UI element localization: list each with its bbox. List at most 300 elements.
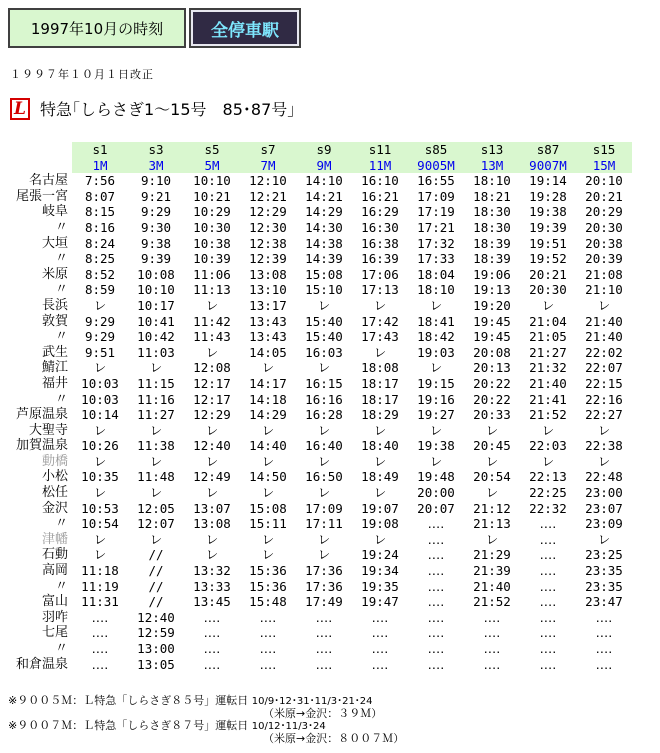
- time-cell: 9:51: [84, 344, 116, 360]
- time-cell: ‥‥: [91, 656, 109, 672]
- note-sub: （米原→金沢：８００７Ｍ）: [263, 732, 405, 745]
- time-cell: 23:00: [585, 485, 623, 501]
- time-cell: レ: [149, 453, 163, 469]
- time-cell: 19:51: [529, 235, 567, 251]
- time-cell: レ: [485, 485, 499, 501]
- time-cell: 13:43: [249, 313, 287, 329]
- time-cell: 22:16: [585, 391, 623, 407]
- time-cell: 20:39: [585, 251, 623, 267]
- time-cell: ‥‥: [595, 625, 613, 641]
- time-cell: 12:08: [193, 360, 231, 376]
- train-name: s11: [352, 142, 408, 158]
- time-cell: 12:07: [137, 516, 175, 532]
- station-name: 米原: [41, 266, 68, 282]
- time-cell: 20:30: [529, 282, 567, 298]
- time-cell: 21:40: [585, 313, 623, 329]
- l-express-logo-icon: L: [10, 98, 30, 120]
- time-cell: 8:59: [84, 282, 116, 298]
- time-cell: ‥‥: [427, 578, 445, 594]
- station-name: 七尾: [41, 625, 68, 641]
- time-cell: 16:40: [305, 438, 343, 454]
- table-row: [8, 220, 632, 236]
- station-name: 〃: [54, 329, 68, 345]
- time-cell: 12:29: [193, 407, 231, 423]
- table-row: [8, 189, 632, 205]
- time-cell: レ: [317, 531, 331, 547]
- time-cell: 22:38: [585, 438, 623, 454]
- time-cell: 19:13: [473, 282, 511, 298]
- station-name: 芦原温泉: [15, 407, 68, 423]
- time-cell: ‥‥: [595, 609, 613, 625]
- time-cell: 20:30: [585, 219, 623, 235]
- table-row: [8, 610, 632, 626]
- station-name: 名古屋: [28, 173, 68, 189]
- time-cell: 21:40: [529, 375, 567, 391]
- time-cell: 19:27: [417, 407, 455, 423]
- station-name: 和倉温泉: [15, 656, 68, 672]
- table-row: [8, 625, 632, 641]
- time-cell: レ: [429, 422, 443, 438]
- time-cell: 18:17: [361, 391, 399, 407]
- time-cell: 16:28: [305, 407, 343, 423]
- time-cell: レ: [261, 422, 275, 438]
- table-row: [8, 392, 632, 408]
- time-cell: ‥‥: [427, 641, 445, 656]
- time-cell: 17:13: [361, 282, 399, 298]
- time-cell: レ: [317, 360, 331, 376]
- time-cell: ‥‥: [483, 656, 501, 672]
- time-cell: 8:25: [84, 251, 116, 267]
- time-cell: レ: [541, 453, 555, 469]
- table-row: [8, 641, 632, 657]
- time-cell: 19:39: [529, 219, 567, 235]
- time-cell: 14:21: [305, 188, 343, 204]
- time-cell: 20:21: [529, 266, 567, 282]
- time-cell: 11:31: [81, 594, 119, 610]
- time-cell: ‥‥: [539, 656, 557, 672]
- time-cell: 12:40: [193, 438, 231, 454]
- time-cell: レ: [317, 453, 331, 469]
- time-cell: レ: [597, 422, 611, 438]
- time-cell: 11:38: [137, 438, 175, 454]
- note-sub: （米原→金沢：３９Ｍ）: [263, 707, 383, 720]
- time-cell: 13:05: [137, 656, 175, 672]
- time-cell: ‥‥: [91, 609, 109, 625]
- time-cell: 23:47: [585, 594, 623, 610]
- station-name: 鯖江: [41, 360, 68, 376]
- time-cell: レ: [205, 547, 219, 563]
- time-cell: ‥‥: [539, 563, 557, 579]
- time-cell: ‥‥: [427, 516, 445, 532]
- time-cell: 19:28: [529, 188, 567, 204]
- train-name: s3: [128, 142, 184, 158]
- time-cell: 12:21: [249, 188, 287, 204]
- time-cell: 16:15: [305, 375, 343, 391]
- time-cell: レ: [205, 344, 219, 360]
- timetable-body: [8, 173, 632, 672]
- time-cell: 15:36: [249, 578, 287, 594]
- time-cell: ‥‥: [427, 594, 445, 610]
- time-cell: 10:35: [81, 469, 119, 485]
- station-name: 動橋: [41, 453, 68, 469]
- time-cell: ‥‥: [371, 609, 389, 625]
- time-cell: 14:17: [249, 375, 287, 391]
- time-cell: 22:32: [529, 500, 567, 516]
- time-cell: 19:06: [473, 266, 511, 282]
- train-name-row: [8, 142, 632, 158]
- table-row: [8, 469, 632, 485]
- page-title: 特急｢しらさぎ1～15号 85･87号｣: [40, 100, 296, 119]
- time-cell: 8:24: [84, 235, 116, 251]
- time-cell: レ: [93, 547, 107, 563]
- time-cell: 10:54: [81, 516, 119, 532]
- time-cell: 13:17: [249, 297, 287, 313]
- time-cell: 14:30: [305, 219, 343, 235]
- time-cell: 18:04: [417, 266, 455, 282]
- station-name: 金沢: [41, 500, 68, 516]
- time-cell: 16:10: [361, 173, 399, 189]
- time-cell: 20:22: [473, 391, 511, 407]
- table-row: [8, 204, 632, 220]
- time-cell: 10:26: [81, 438, 119, 454]
- time-cell: 13:33: [193, 578, 231, 594]
- time-cell: レ: [93, 422, 107, 438]
- time-cell: 23:35: [585, 578, 623, 594]
- time-cell: レ: [317, 547, 331, 563]
- time-cell: 19:03: [417, 344, 455, 360]
- table-row: [8, 501, 632, 517]
- time-cell: レ: [205, 422, 219, 438]
- train-number-link[interactable]: 13M: [464, 158, 520, 174]
- time-cell: 18:08: [361, 360, 399, 376]
- station-name: 敦賀: [41, 313, 68, 329]
- time-cell: 20:13: [473, 360, 511, 376]
- time-cell: 16:55: [417, 173, 455, 189]
- time-cell: 11:16: [137, 391, 175, 407]
- time-cell: 17:11: [305, 516, 343, 532]
- time-cell: 12:10: [249, 173, 287, 189]
- time-cell: 21:05: [529, 329, 567, 345]
- station-name: 〃: [54, 391, 68, 407]
- time-cell: 19:24: [361, 547, 399, 563]
- train-name: s7: [240, 142, 296, 158]
- time-cell: 15:08: [305, 266, 343, 282]
- table-row: [8, 516, 632, 532]
- time-cell: 10:41: [137, 313, 175, 329]
- table-row: [8, 454, 632, 470]
- time-cell: レ: [597, 453, 611, 469]
- time-cell: 14:29: [305, 204, 343, 220]
- time-cell: レ: [317, 485, 331, 501]
- time-cell: 14:18: [249, 391, 287, 407]
- time-cell: 11:03: [137, 344, 175, 360]
- time-cell: ‥‥: [315, 641, 333, 656]
- time-cell: レ: [149, 422, 163, 438]
- table-row: [8, 438, 632, 454]
- time-cell: 11:15: [137, 375, 175, 391]
- station-name: 武生: [41, 344, 68, 360]
- table-row: [8, 173, 632, 189]
- time-cell: 17:09: [305, 500, 343, 516]
- all-stations-button[interactable]: 全停車駅: [189, 8, 301, 48]
- time-cell: 21:29: [473, 547, 511, 563]
- time-cell: 16:38: [361, 235, 399, 251]
- time-cell: 21:04: [529, 313, 567, 329]
- train-number-link[interactable]: 7M: [240, 158, 296, 174]
- time-cell: ‥‥: [539, 641, 557, 656]
- train-number-link[interactable]: 11M: [352, 158, 408, 174]
- train-number-link[interactable]: 3M: [128, 158, 184, 174]
- time-cell: 20:00: [417, 485, 455, 501]
- title-row: [10, 97, 295, 120]
- table-row: [8, 657, 632, 673]
- time-cell: ‥‥: [315, 625, 333, 641]
- table-row: [8, 251, 632, 267]
- time-cell: ‥‥: [315, 609, 333, 625]
- note-main: ※９００７Ｍ：Ｌ特急「しらさぎ８７号」運転日: [8, 719, 249, 732]
- time-cell: 17:33: [417, 251, 455, 267]
- time-cell: レ: [93, 297, 107, 313]
- table-row: [8, 360, 632, 376]
- time-cell: 19:45: [473, 313, 511, 329]
- time-cell: レ: [429, 360, 443, 376]
- time-cell: レ: [429, 453, 443, 469]
- time-cell: レ: [373, 297, 387, 313]
- time-cell: 17:32: [417, 235, 455, 251]
- time-cell: 19:15: [417, 375, 455, 391]
- train-number-link[interactable]: 9007M: [520, 158, 576, 174]
- time-cell: レ: [261, 547, 275, 563]
- time-cell: 16:39: [361, 251, 399, 267]
- time-cell: ‥‥: [427, 531, 445, 547]
- train-name: s1: [72, 142, 128, 158]
- time-cell: 13:00: [137, 641, 175, 656]
- time-cell: 16:03: [305, 344, 343, 360]
- time-cell: 12:59: [137, 625, 175, 641]
- train-name: s15: [576, 142, 632, 158]
- time-cell: 8:16: [84, 219, 116, 235]
- header: [8, 8, 301, 48]
- time-cell: レ: [261, 453, 275, 469]
- time-cell: 13:08: [249, 266, 287, 282]
- time-cell: 19:20: [473, 297, 511, 313]
- time-cell: ‥‥: [427, 625, 445, 641]
- time-cell: 11:27: [137, 407, 175, 423]
- time-cell: ‥‥: [259, 656, 277, 672]
- time-cell: 11:06: [193, 266, 231, 282]
- time-cell: 17:19: [417, 204, 455, 220]
- time-cell: レ: [149, 360, 163, 376]
- time-cell: 18:17: [361, 375, 399, 391]
- time-cell: 18:30: [473, 219, 511, 235]
- time-cell: レ: [93, 531, 107, 547]
- time-cell: 10:10: [193, 173, 231, 189]
- time-cell: 21:39: [473, 563, 511, 579]
- table-row: [8, 298, 632, 314]
- time-cell: 20:07: [417, 500, 455, 516]
- time-cell: レ: [373, 531, 387, 547]
- time-cell: //: [148, 578, 164, 594]
- time-cell: 19:38: [417, 438, 455, 454]
- time-cell: 8:07: [84, 188, 116, 204]
- time-cell: 10:42: [137, 329, 175, 345]
- station-name: 〃: [54, 641, 68, 656]
- station-name: 加賀温泉: [15, 438, 68, 454]
- time-cell: //: [148, 594, 164, 610]
- time-cell: 14:39: [305, 251, 343, 267]
- time-cell: 10:14: [81, 407, 119, 423]
- time-cell: ‥‥: [539, 609, 557, 625]
- table-row: [8, 236, 632, 252]
- time-cell: 21:27: [529, 344, 567, 360]
- table-row: [8, 532, 632, 548]
- time-cell: レ: [261, 360, 275, 376]
- time-cell: レ: [485, 422, 499, 438]
- station-name: 大聖寺: [28, 422, 68, 438]
- time-cell: レ: [93, 360, 107, 376]
- time-cell: 18:41: [417, 313, 455, 329]
- time-cell: 20:10: [585, 173, 623, 189]
- train-name: s13: [464, 142, 520, 158]
- table-row: [8, 407, 632, 423]
- time-cell: 12:29: [249, 204, 287, 220]
- station-name: 〃: [54, 251, 68, 267]
- train-number-link[interactable]: 9M: [296, 158, 352, 174]
- time-cell: 21:32: [529, 360, 567, 376]
- time-cell: 11:19: [81, 578, 119, 594]
- train-number-link[interactable]: 9005M: [408, 158, 464, 174]
- time-cell: 16:29: [361, 204, 399, 220]
- time-cell: 17:06: [361, 266, 399, 282]
- time-cell: 10:03: [81, 375, 119, 391]
- time-cell: ‥‥: [539, 625, 557, 641]
- time-cell: 23:25: [585, 547, 623, 563]
- time-cell: 14:50: [249, 469, 287, 485]
- time-cell: 19:34: [361, 563, 399, 579]
- time-cell: 9:29: [84, 329, 116, 345]
- time-cell: 12:40: [137, 609, 175, 625]
- time-cell: 14:40: [249, 438, 287, 454]
- time-cell: 10:30: [193, 219, 231, 235]
- time-cell: 18:10: [473, 173, 511, 189]
- station-name: 高岡: [41, 563, 68, 579]
- note-main: ※９００５Ｍ：Ｌ特急「しらさぎ８５号」運転日: [8, 694, 249, 707]
- time-cell: 21:40: [585, 329, 623, 345]
- time-cell: 20:21: [585, 188, 623, 204]
- table-row: [8, 547, 632, 563]
- time-cell: ‥‥: [203, 609, 221, 625]
- time-cell: 19:07: [361, 500, 399, 516]
- time-cell: 22:07: [585, 360, 623, 376]
- time-cell: レ: [429, 297, 443, 313]
- table-row: [8, 485, 632, 501]
- time-cell: レ: [149, 485, 163, 501]
- time-cell: 22:02: [585, 344, 623, 360]
- time-cell: 18:21: [473, 188, 511, 204]
- time-cell: 20:45: [473, 438, 511, 454]
- time-cell: 20:08: [473, 344, 511, 360]
- time-cell: ‥‥: [427, 547, 445, 563]
- station-name: 長浜: [41, 297, 68, 313]
- table-row: [8, 267, 632, 283]
- time-cell: ‥‥: [539, 578, 557, 594]
- station-name: 〃: [54, 516, 68, 532]
- table-row: [8, 579, 632, 595]
- time-cell: 7:56: [84, 173, 116, 189]
- time-cell: 10:08: [137, 266, 175, 282]
- train-number-link[interactable]: 5M: [184, 158, 240, 174]
- note-days: 10/12･11/3･24: [251, 721, 326, 732]
- station-name: 〃: [54, 219, 68, 235]
- time-cell: 11:48: [137, 469, 175, 485]
- table-row: [8, 563, 632, 579]
- time-cell: ‥‥: [91, 641, 109, 656]
- table-row: [8, 594, 632, 610]
- revision-date: １９９７年１０月１日改正: [10, 68, 154, 81]
- train-number-row: [8, 158, 632, 174]
- time-cell: レ: [261, 531, 275, 547]
- time-cell: 18:40: [361, 438, 399, 454]
- time-cell: ‥‥: [539, 531, 557, 547]
- time-cell: 10:10: [137, 282, 175, 298]
- time-cell: 23:07: [585, 500, 623, 516]
- train-number-link[interactable]: 1M: [72, 158, 128, 174]
- timetable: [8, 142, 632, 672]
- time-cell: レ: [373, 344, 387, 360]
- time-cell: レ: [373, 422, 387, 438]
- time-cell: ‥‥: [315, 656, 333, 672]
- time-cell: 10:17: [137, 297, 175, 313]
- time-cell: 11:42: [193, 313, 231, 329]
- time-cell: 9:29: [140, 204, 172, 220]
- time-cell: レ: [205, 297, 219, 313]
- time-cell: 19:16: [417, 391, 455, 407]
- time-cell: 19:38: [529, 204, 567, 220]
- table-row: [8, 282, 632, 298]
- time-cell: 22:48: [585, 469, 623, 485]
- time-cell: 19:45: [473, 329, 511, 345]
- time-cell: 16:50: [305, 469, 343, 485]
- time-cell: ‥‥: [259, 641, 277, 656]
- time-cell: ‥‥: [259, 625, 277, 641]
- time-cell: 22:15: [585, 375, 623, 391]
- time-cell: 14:10: [305, 173, 343, 189]
- train-number-link[interactable]: 15M: [576, 158, 632, 174]
- time-cell: 19:08: [361, 516, 399, 532]
- time-cell: ‥‥: [203, 641, 221, 656]
- time-cell: 13:43: [249, 329, 287, 345]
- time-cell: 9:21: [140, 188, 172, 204]
- time-cell: 11:13: [193, 282, 231, 298]
- time-cell: 15:10: [305, 282, 343, 298]
- time-cell: ‥‥: [427, 609, 445, 625]
- time-cell: 16:21: [361, 188, 399, 204]
- time-cell: 14:38: [305, 235, 343, 251]
- time-cell: 18:30: [473, 204, 511, 220]
- time-cell: 17:09: [417, 188, 455, 204]
- time-cell: 14:29: [249, 407, 287, 423]
- time-cell: 10:38: [193, 235, 231, 251]
- time-cell: 21:52: [473, 594, 511, 610]
- station-name: 富山: [41, 594, 68, 610]
- header-blank-cell: [8, 158, 72, 174]
- time-cell: 19:47: [361, 594, 399, 610]
- time-cell: 20:29: [585, 204, 623, 220]
- table-row: [8, 376, 632, 392]
- time-cell: 23:09: [585, 516, 623, 532]
- time-cell: ‥‥: [595, 656, 613, 672]
- time-cell: 12:30: [249, 219, 287, 235]
